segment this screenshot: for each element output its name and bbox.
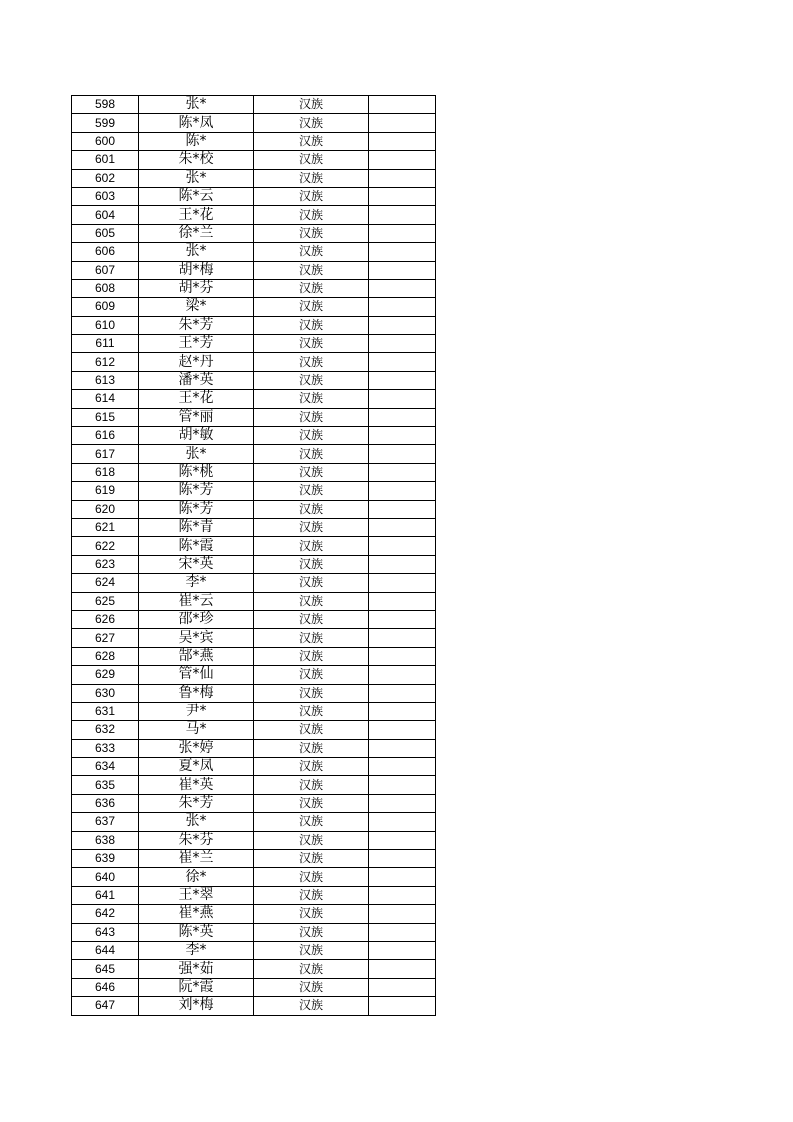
ethnicity-cell: 汉族 xyxy=(254,114,369,132)
name-cell: 王*翠 xyxy=(139,886,254,904)
table-row xyxy=(72,298,436,316)
note-cell xyxy=(369,114,436,132)
note-cell xyxy=(369,684,436,702)
row-number-cell: 630 xyxy=(72,684,139,702)
ethnicity-cell: 汉族 xyxy=(254,500,369,518)
name-cell: 陈*云 xyxy=(139,187,254,205)
note-cell xyxy=(369,997,436,1015)
ethnicity-cell: 汉族 xyxy=(254,518,369,536)
table-row xyxy=(72,850,436,868)
table-row xyxy=(72,868,436,886)
note-cell xyxy=(369,555,436,573)
table-row xyxy=(72,482,436,500)
ethnicity-cell: 汉族 xyxy=(254,482,369,500)
name-cell: 胡*芬 xyxy=(139,279,254,297)
note-cell xyxy=(369,261,436,279)
ethnicity-cell: 汉族 xyxy=(254,574,369,592)
note-cell xyxy=(369,776,436,794)
name-cell: 陈*凤 xyxy=(139,114,254,132)
table-row xyxy=(72,905,436,923)
ethnicity-cell: 汉族 xyxy=(254,316,369,334)
ethnicity-cell: 汉族 xyxy=(254,610,369,628)
note-cell xyxy=(369,518,436,536)
table-row xyxy=(72,574,436,592)
name-cell: 张*婷 xyxy=(139,739,254,757)
table-row xyxy=(72,261,436,279)
row-number-cell: 620 xyxy=(72,500,139,518)
name-cell: 郜*燕 xyxy=(139,647,254,665)
row-number-cell: 608 xyxy=(72,279,139,297)
ethnicity-cell: 汉族 xyxy=(254,279,369,297)
note-cell xyxy=(369,794,436,812)
note-cell xyxy=(369,298,436,316)
table-row xyxy=(72,408,436,426)
note-cell xyxy=(369,758,436,776)
row-number-cell: 601 xyxy=(72,151,139,169)
name-cell: 朱*芳 xyxy=(139,316,254,334)
table-row xyxy=(72,316,436,334)
name-cell: 阮*霞 xyxy=(139,978,254,996)
name-cell: 王*芳 xyxy=(139,335,254,353)
ethnicity-cell: 汉族 xyxy=(254,555,369,573)
row-number-cell: 600 xyxy=(72,132,139,150)
table-row xyxy=(72,224,436,242)
note-cell xyxy=(369,739,436,757)
row-number-cell: 609 xyxy=(72,298,139,316)
ethnicity-cell: 汉族 xyxy=(254,758,369,776)
name-cell: 崔*兰 xyxy=(139,850,254,868)
name-cell: 邵*珍 xyxy=(139,610,254,628)
note-cell xyxy=(369,592,436,610)
name-cell: 张* xyxy=(139,169,254,187)
row-number-cell: 625 xyxy=(72,592,139,610)
note-cell xyxy=(369,886,436,904)
name-cell: 管*仙 xyxy=(139,666,254,684)
name-cell: 徐* xyxy=(139,868,254,886)
ethnicity-cell: 汉族 xyxy=(254,776,369,794)
name-cell: 鲁*梅 xyxy=(139,684,254,702)
name-cell: 崔*燕 xyxy=(139,905,254,923)
table-row xyxy=(72,721,436,739)
table-row xyxy=(72,169,436,187)
row-number-cell: 607 xyxy=(72,261,139,279)
row-number-cell: 613 xyxy=(72,371,139,389)
table-row xyxy=(72,629,436,647)
name-cell: 刘*梅 xyxy=(139,997,254,1015)
table-row xyxy=(72,831,436,849)
name-cell: 李* xyxy=(139,574,254,592)
table-row xyxy=(72,647,436,665)
name-cell: 徐*兰 xyxy=(139,224,254,242)
name-cell: 陈* xyxy=(139,132,254,150)
ethnicity-cell: 汉族 xyxy=(254,371,369,389)
table-row xyxy=(72,555,436,573)
name-cell: 陈*青 xyxy=(139,518,254,536)
ethnicity-cell: 汉族 xyxy=(254,335,369,353)
row-number-cell: 610 xyxy=(72,316,139,334)
table-row xyxy=(72,941,436,959)
note-cell xyxy=(369,905,436,923)
table-row xyxy=(72,371,436,389)
table-row xyxy=(72,427,436,445)
name-cell: 管*丽 xyxy=(139,408,254,426)
name-cell: 张* xyxy=(139,445,254,463)
row-number-cell: 624 xyxy=(72,574,139,592)
note-cell xyxy=(369,390,436,408)
name-cell: 夏*凤 xyxy=(139,758,254,776)
row-number-cell: 598 xyxy=(72,96,139,114)
ethnicity-cell: 汉族 xyxy=(254,702,369,720)
ethnicity-cell: 汉族 xyxy=(254,243,369,261)
note-cell xyxy=(369,574,436,592)
note-cell xyxy=(369,206,436,224)
ethnicity-cell: 汉族 xyxy=(254,96,369,114)
row-number-cell: 623 xyxy=(72,555,139,573)
table-row xyxy=(72,610,436,628)
table-row xyxy=(72,794,436,812)
note-cell xyxy=(369,243,436,261)
name-cell: 胡*梅 xyxy=(139,261,254,279)
row-number-cell: 619 xyxy=(72,482,139,500)
name-cell: 朱*芳 xyxy=(139,794,254,812)
name-cell: 梁* xyxy=(139,298,254,316)
note-cell xyxy=(369,316,436,334)
row-number-cell: 634 xyxy=(72,758,139,776)
table-row xyxy=(72,813,436,831)
note-cell xyxy=(369,610,436,628)
name-cell: 朱*校 xyxy=(139,151,254,169)
row-number-cell: 627 xyxy=(72,629,139,647)
note-cell xyxy=(369,408,436,426)
note-cell xyxy=(369,721,436,739)
note-cell xyxy=(369,868,436,886)
ethnicity-cell: 汉族 xyxy=(254,850,369,868)
table-row xyxy=(72,463,436,481)
name-cell: 朱*芬 xyxy=(139,831,254,849)
roster-table-body xyxy=(72,96,436,1016)
row-number-cell: 599 xyxy=(72,114,139,132)
ethnicity-cell: 汉族 xyxy=(254,941,369,959)
row-number-cell: 642 xyxy=(72,905,139,923)
row-number-cell: 643 xyxy=(72,923,139,941)
note-cell xyxy=(369,335,436,353)
ethnicity-cell: 汉族 xyxy=(254,923,369,941)
name-cell: 王*花 xyxy=(139,390,254,408)
row-number-cell: 644 xyxy=(72,941,139,959)
row-number-cell: 614 xyxy=(72,390,139,408)
ethnicity-cell: 汉族 xyxy=(254,206,369,224)
note-cell xyxy=(369,537,436,555)
note-cell xyxy=(369,941,436,959)
table-row xyxy=(72,132,436,150)
ethnicity-cell: 汉族 xyxy=(254,794,369,812)
ethnicity-cell: 汉族 xyxy=(254,831,369,849)
row-number-cell: 639 xyxy=(72,850,139,868)
note-cell xyxy=(369,96,436,114)
row-number-cell: 632 xyxy=(72,721,139,739)
note-cell xyxy=(369,427,436,445)
table-row xyxy=(72,537,436,555)
table-row xyxy=(72,518,436,536)
note-cell xyxy=(369,169,436,187)
name-cell: 张* xyxy=(139,243,254,261)
ethnicity-cell: 汉族 xyxy=(254,813,369,831)
name-cell: 潘*英 xyxy=(139,371,254,389)
table-row xyxy=(72,279,436,297)
row-number-cell: 638 xyxy=(72,831,139,849)
ethnicity-cell: 汉族 xyxy=(254,132,369,150)
note-cell xyxy=(369,482,436,500)
note-cell xyxy=(369,960,436,978)
name-cell: 李* xyxy=(139,941,254,959)
note-cell xyxy=(369,831,436,849)
table-row xyxy=(72,776,436,794)
row-number-cell: 626 xyxy=(72,610,139,628)
row-number-cell: 618 xyxy=(72,463,139,481)
name-cell: 赵*丹 xyxy=(139,353,254,371)
ethnicity-cell: 汉族 xyxy=(254,353,369,371)
table-row xyxy=(72,187,436,205)
table-row xyxy=(72,592,436,610)
ethnicity-cell: 汉族 xyxy=(254,647,369,665)
name-cell: 胡*敏 xyxy=(139,427,254,445)
ethnicity-cell: 汉族 xyxy=(254,997,369,1015)
row-number-cell: 617 xyxy=(72,445,139,463)
row-number-cell: 606 xyxy=(72,243,139,261)
row-number-cell: 605 xyxy=(72,224,139,242)
ethnicity-cell: 汉族 xyxy=(254,978,369,996)
row-number-cell: 615 xyxy=(72,408,139,426)
table-row xyxy=(72,353,436,371)
ethnicity-cell: 汉族 xyxy=(254,629,369,647)
row-number-cell: 616 xyxy=(72,427,139,445)
ethnicity-cell: 汉族 xyxy=(254,298,369,316)
note-cell xyxy=(369,151,436,169)
row-number-cell: 641 xyxy=(72,886,139,904)
name-cell: 张* xyxy=(139,96,254,114)
row-number-cell: 622 xyxy=(72,537,139,555)
ethnicity-cell: 汉族 xyxy=(254,151,369,169)
name-cell: 马* xyxy=(139,721,254,739)
table-row xyxy=(72,243,436,261)
row-number-cell: 635 xyxy=(72,776,139,794)
ethnicity-cell: 汉族 xyxy=(254,721,369,739)
table-row xyxy=(72,114,436,132)
ethnicity-cell: 汉族 xyxy=(254,427,369,445)
note-cell xyxy=(369,187,436,205)
name-cell: 张* xyxy=(139,813,254,831)
ethnicity-cell: 汉族 xyxy=(254,537,369,555)
ethnicity-cell: 汉族 xyxy=(254,408,369,426)
note-cell xyxy=(369,353,436,371)
table-row xyxy=(72,960,436,978)
ethnicity-cell: 汉族 xyxy=(254,224,369,242)
row-number-cell: 646 xyxy=(72,978,139,996)
table-row xyxy=(72,886,436,904)
row-number-cell: 637 xyxy=(72,813,139,831)
row-number-cell: 628 xyxy=(72,647,139,665)
ethnicity-cell: 汉族 xyxy=(254,261,369,279)
ethnicity-cell: 汉族 xyxy=(254,739,369,757)
note-cell xyxy=(369,647,436,665)
table-row xyxy=(72,684,436,702)
row-number-cell: 640 xyxy=(72,868,139,886)
ethnicity-cell: 汉族 xyxy=(254,960,369,978)
note-cell xyxy=(369,850,436,868)
row-number-cell: 621 xyxy=(72,518,139,536)
table-row xyxy=(72,758,436,776)
note-cell xyxy=(369,463,436,481)
name-cell: 陈*桃 xyxy=(139,463,254,481)
name-cell: 崔*云 xyxy=(139,592,254,610)
row-number-cell: 647 xyxy=(72,997,139,1015)
name-cell: 吴*宾 xyxy=(139,629,254,647)
table-row xyxy=(72,997,436,1015)
name-cell: 强*茹 xyxy=(139,960,254,978)
table-row xyxy=(72,666,436,684)
note-cell xyxy=(369,666,436,684)
ethnicity-cell: 汉族 xyxy=(254,390,369,408)
name-cell: 陈*芳 xyxy=(139,500,254,518)
row-number-cell: 636 xyxy=(72,794,139,812)
note-cell xyxy=(369,813,436,831)
note-cell xyxy=(369,224,436,242)
ethnicity-cell: 汉族 xyxy=(254,463,369,481)
row-number-cell: 604 xyxy=(72,206,139,224)
name-cell: 陈*芳 xyxy=(139,482,254,500)
row-number-cell: 645 xyxy=(72,960,139,978)
ethnicity-cell: 汉族 xyxy=(254,666,369,684)
table-row xyxy=(72,96,436,114)
ethnicity-cell: 汉族 xyxy=(254,187,369,205)
name-cell: 崔*英 xyxy=(139,776,254,794)
roster-table xyxy=(71,95,436,1016)
row-number-cell: 631 xyxy=(72,702,139,720)
table-row xyxy=(72,500,436,518)
ethnicity-cell: 汉族 xyxy=(254,886,369,904)
note-cell xyxy=(369,279,436,297)
ethnicity-cell: 汉族 xyxy=(254,445,369,463)
name-cell: 陈*英 xyxy=(139,923,254,941)
note-cell xyxy=(369,445,436,463)
table-row xyxy=(72,445,436,463)
table-row xyxy=(72,702,436,720)
ethnicity-cell: 汉族 xyxy=(254,592,369,610)
note-cell xyxy=(369,978,436,996)
row-number-cell: 603 xyxy=(72,187,139,205)
note-cell xyxy=(369,132,436,150)
row-number-cell: 612 xyxy=(72,353,139,371)
ethnicity-cell: 汉族 xyxy=(254,868,369,886)
name-cell: 宋*英 xyxy=(139,555,254,573)
row-number-cell: 633 xyxy=(72,739,139,757)
note-cell xyxy=(369,371,436,389)
table-row xyxy=(72,739,436,757)
table-row xyxy=(72,335,436,353)
ethnicity-cell: 汉族 xyxy=(254,684,369,702)
row-number-cell: 611 xyxy=(72,335,139,353)
name-cell: 陈*霞 xyxy=(139,537,254,555)
note-cell xyxy=(369,500,436,518)
table-row xyxy=(72,206,436,224)
note-cell xyxy=(369,923,436,941)
name-cell: 尹* xyxy=(139,702,254,720)
row-number-cell: 602 xyxy=(72,169,139,187)
table-row xyxy=(72,390,436,408)
note-cell xyxy=(369,702,436,720)
ethnicity-cell: 汉族 xyxy=(254,905,369,923)
note-cell xyxy=(369,629,436,647)
name-cell: 王*花 xyxy=(139,206,254,224)
ethnicity-cell: 汉族 xyxy=(254,169,369,187)
table-row xyxy=(72,923,436,941)
table-row xyxy=(72,978,436,996)
row-number-cell: 629 xyxy=(72,666,139,684)
table-row xyxy=(72,151,436,169)
